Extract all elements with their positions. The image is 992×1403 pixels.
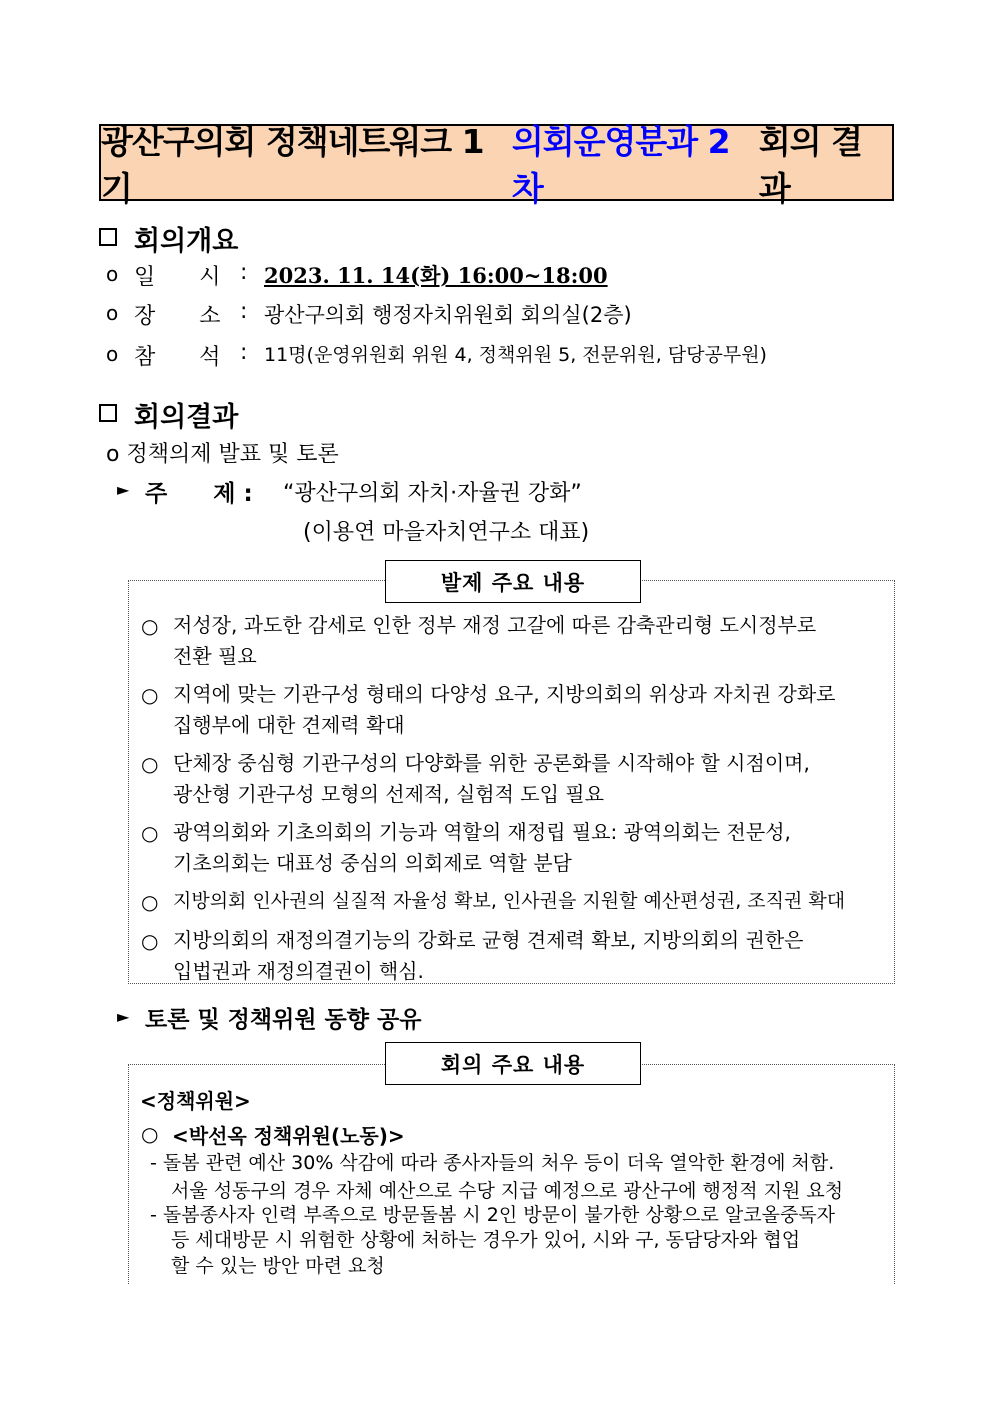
line: 입법권과 재정의결권이 핵심. <box>173 959 424 983</box>
overview-checkbox-icon <box>99 228 117 246</box>
place-label: 장 소 <box>134 304 221 329</box>
presenter: (이용연 마을자치연구소 대표) <box>303 520 590 545</box>
results-heading: 회의결과 <box>134 402 239 433</box>
member-name: <박선옥 정책위원(노동)> <box>172 1124 405 1148</box>
title-part2: 회의 결과 <box>758 121 862 208</box>
colon: : <box>240 340 248 365</box>
panel1-item-5 <box>173 886 845 917</box>
panel1-item-1 <box>173 610 816 672</box>
member-note-line-5: 할 수 있는 방안 마련 요청 <box>171 1255 385 1277</box>
member-group: <정책위원> <box>140 1089 251 1113</box>
member-note-line-3: - 돌봄종사자 인력 부족으로 방문돌봄 시 2인 방문이 불가한 상황으로 알코올중독자 <box>150 1204 836 1226</box>
line: 전환 필요 <box>173 644 257 668</box>
panel1-item-6 <box>173 925 803 987</box>
member-note-line-1: - 돌봄 관련 예산 30% 삭감에 따라 종사자들의 처우 등이 더욱 열악한 환경에 처함. <box>150 1152 835 1174</box>
title-accent: 의회운영분과 2차 <box>511 121 730 208</box>
line: 저성장, 과도한 감세로 인한 정부 재정 고갈에 따른 감축관리형 도시정부로 <box>173 613 817 637</box>
discussion-marker-icon: ► <box>117 1007 130 1026</box>
line: 지역에 맞는 기관구성 형태의 다양성 요구, 지방의회의 위상과 자치권 강화로 <box>173 682 836 706</box>
circle-bullet-icon: ○ <box>141 821 159 845</box>
circle-bullet-icon: ○ <box>141 890 159 914</box>
line: 광역의회와 기초의회의 기능과 역할의 재정립 필요: 광역의회는 전문성, <box>173 820 791 844</box>
panel1-item-3 <box>173 748 810 810</box>
panel1-item-2 <box>173 679 836 741</box>
topic-label: 주 제 : <box>145 481 253 507</box>
date-label: 일 시 <box>134 265 221 290</box>
member-note-line-4: 등 세대방문 시 위험한 상황에 처하는 경우가 있어, 시와 구, 동담당자와 협업 <box>171 1229 801 1251</box>
circle-bullet-icon: ○ <box>141 683 159 707</box>
discussion-heading: 토론 및 정책위원 동향 공유 <box>145 1007 422 1033</box>
page-title <box>99 121 894 208</box>
circle-bullet-icon: ○ <box>141 614 159 638</box>
place-value: 광산구의회 행정자치위원회 회의실(2층) <box>264 303 632 327</box>
line: 지방의회 인사권의 실질적 자율성 확보, 인사권을 지원할 예산편성권, 조직권 확대 <box>173 890 846 912</box>
bullet: o <box>106 301 119 325</box>
line: 지방의회의 재정의결기능의 강화로 균형 견제력 확보, 지방의회의 권한은 <box>173 928 804 952</box>
topic-marker-icon: ► <box>117 480 130 499</box>
topic-value: “광산구의회 자치·자율권 강화” <box>283 481 582 506</box>
line: 광산형 기관구성 모형의 선제적, 실험적 도입 필요 <box>173 782 604 806</box>
panel1-item-4 <box>173 817 791 879</box>
attendees-value: 11명(운영위원회 위원 4, 정책위원 5, 전문위원, 담당공무원) <box>264 344 767 366</box>
presentation-panel-label: 발제 주요 내용 <box>385 560 641 603</box>
colon: : <box>240 260 248 285</box>
circle-bullet-icon: ○ <box>141 1122 159 1146</box>
colon: : <box>240 299 248 324</box>
meeting-panel-label: 회의 주요 내용 <box>385 1042 641 1085</box>
member-note-line-2: 서울 성동구의 경우 자체 예산으로 수당 지급 예정으로 광산구에 행정적 지원 요청 <box>171 1180 844 1202</box>
line: 집행부에 대한 견제력 확대 <box>173 713 405 737</box>
overview-heading: 회의개요 <box>134 226 239 257</box>
circle-bullet-icon: ○ <box>141 752 159 776</box>
title-part1: 광산구의회 정책네트워크 1기 <box>101 121 484 208</box>
results-sub: o 정책의제 발표 및 토론 <box>106 442 339 467</box>
circle-bullet-icon: ○ <box>141 929 159 953</box>
bullet: o <box>106 262 119 286</box>
attendees-label: 참 석 <box>134 345 221 370</box>
results-checkbox-icon <box>99 404 117 422</box>
bullet: o <box>106 342 119 366</box>
line: 기초의회는 대표성 중심의 의회제로 역할 분담 <box>173 851 572 875</box>
line: 단체장 중심형 기관구성의 다양화를 위한 공론화를 시작해야 할 시점이며, <box>173 751 810 775</box>
date-value: 2023. 11. 14(화) 16:00~18:00 <box>264 263 608 288</box>
